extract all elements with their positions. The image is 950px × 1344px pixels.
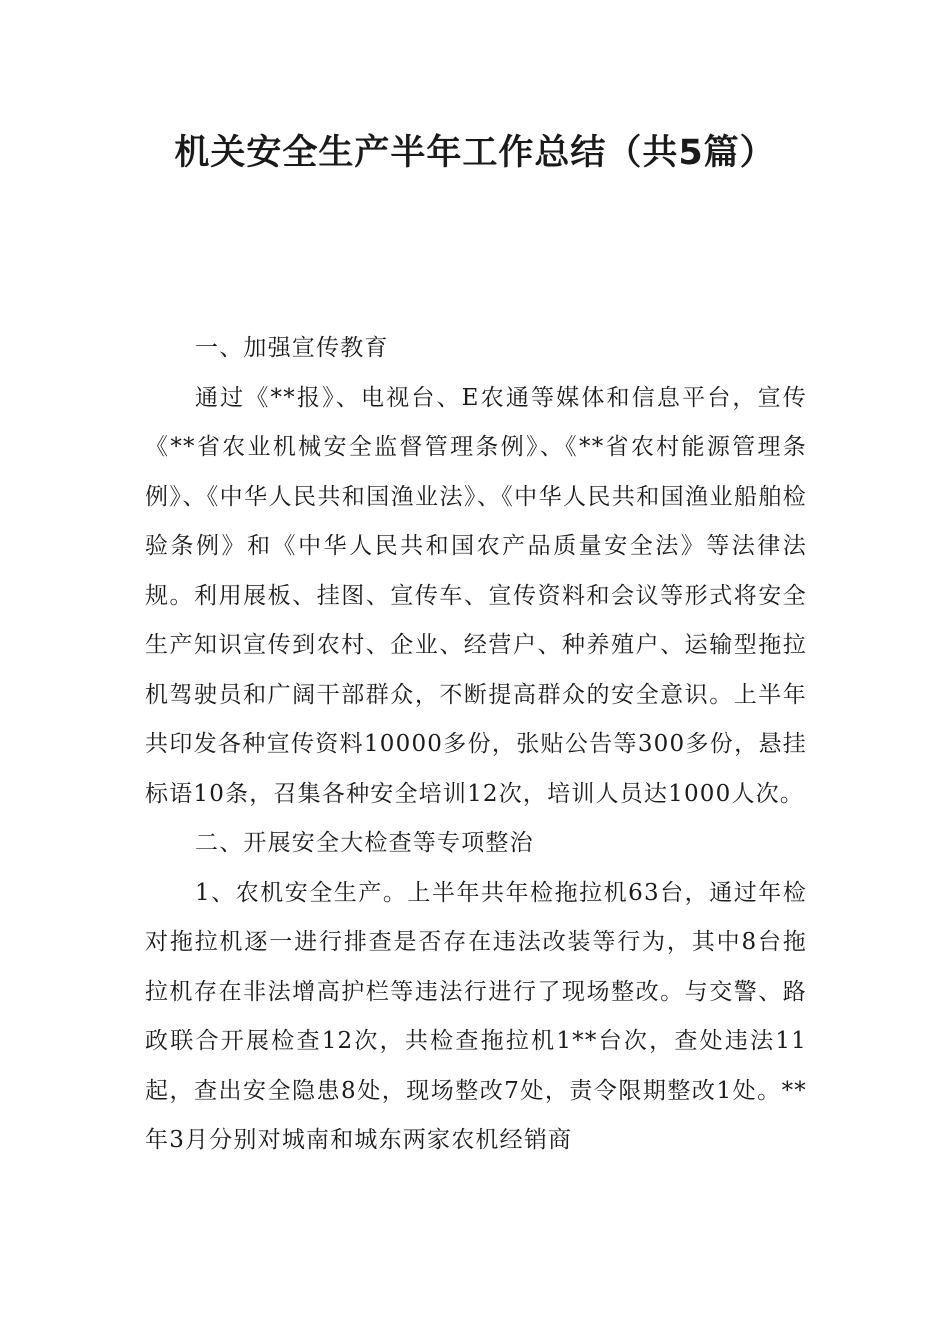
document-title: 机关安全生产半年工作总结（共5篇） <box>174 133 776 173</box>
section-1-paragraph-1: 通过《**报》、电视台、E农通等媒体和信息平台，宣传《**省农业机械安全监督管理条例》、《**省农村能源管理条例》、《中华人民共和国渔业法》、《中华人民共和国渔业船舶检验条例》和《中华人民共和国农产品质量安全法》等法律法规。利用展板、挂图、宣传车、宣传资料和会议等形式将安全生产知识宣传到农村、企业、经营户、种养殖户、运输型拖拉机驾驶员和广阔干部群众，不断提高群众的安全意识。上半年共印发各种宣传资料10000多份，张贴公告等300多份，悬挂标语10条，召集各种安全培训12次，培训人员达1000人次。 <box>145 384 807 807</box>
section-2-paragraph-1: 1、农机安全生产。上半年共年检拖拉机63台，通过年检对拖拉机逐一进行排查是否存在违法改装等行为，其中8台拖拉机存在非法增高护栏等违法行进行了现场整改。与交警、路政联合开展检查12次，共检查拖拉机1**台次，查处违法11起，查出安全隐患8处，现场整改7处，责令限期整改1处。**年3月分别对城南和城东两家农机经销商 <box>145 879 807 1153</box>
document-body <box>145 324 807 1166</box>
section-heading-2: 二、开展安全大检查等专项整治 <box>195 830 534 856</box>
section-heading-1: 一、加强宣传教育 <box>195 335 389 361</box>
